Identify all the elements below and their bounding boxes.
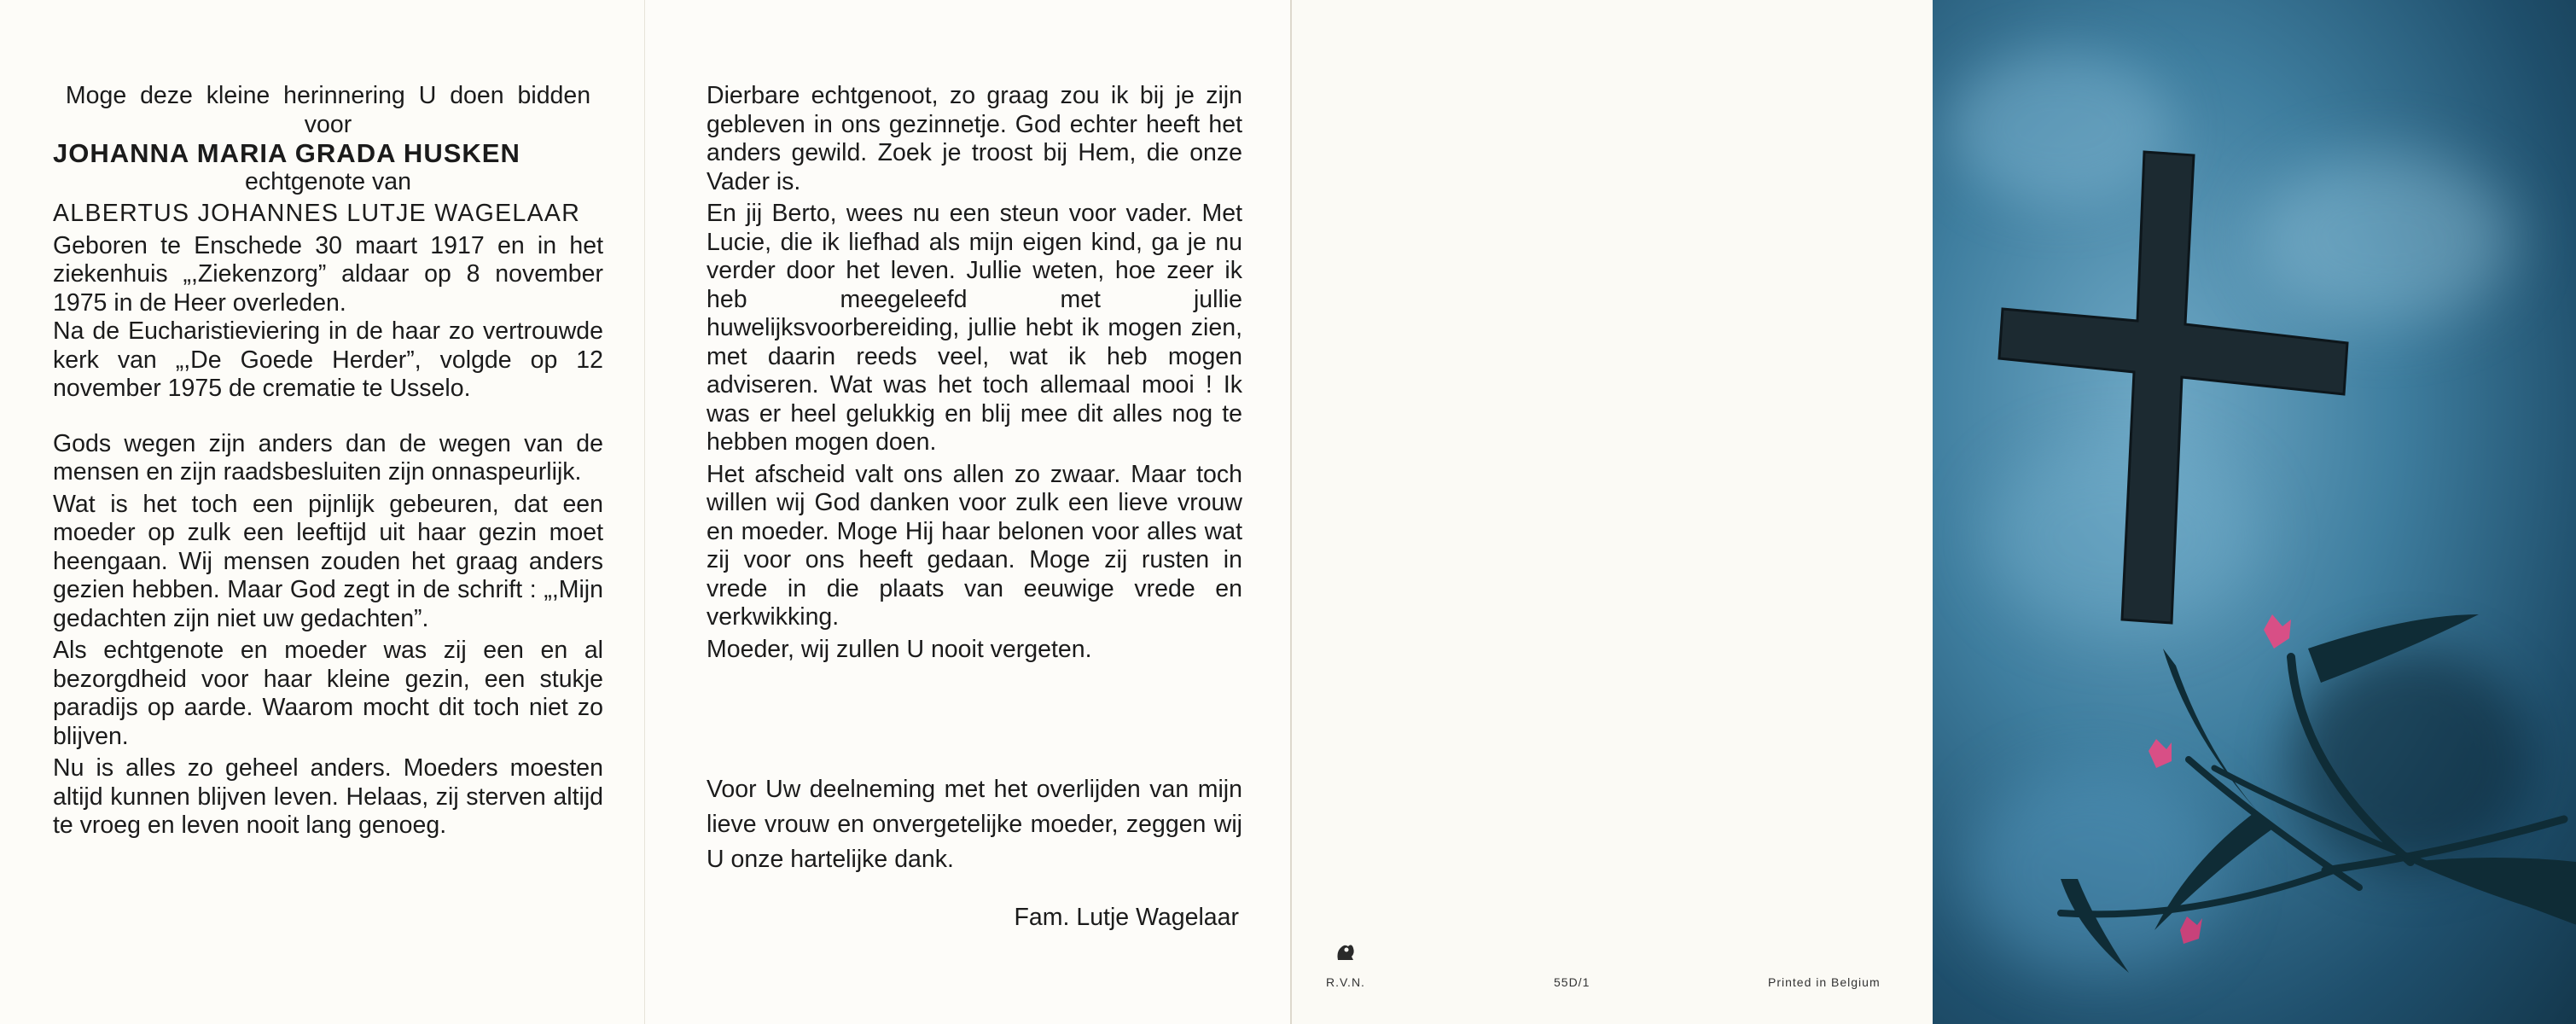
paragraph: Als echtgenote en moeder was zij een en al bezorgdheid voor haar kleine gezin, een stukje paradijs op aarde. Waarom mocht dit toch niet zo blijven.: [53, 637, 603, 750]
deceased-name: JOHANNA MARIA GRADA HUSKEN: [53, 138, 520, 168]
publisher-logo-icon: [1333, 940, 1358, 963]
thanks-text: Voor Uw deelneming met het overlijden van mijn lieve vrouw en onvergetelijke moeder, zeggen wij U onze hartelijke dank.: [707, 776, 1242, 873]
back-page: [1292, 0, 1933, 1024]
right-text-page: [645, 0, 1292, 1024]
cross-icon: [1999, 152, 2347, 623]
husband-name: ALBERTUS JOHANNES LUTJE WAGELAAR: [53, 200, 581, 227]
ceremony-text: Na de Eucharistieviering in de haar zo vertrouwde kerk van „,De Goede Herder”, volgde op 12 november 1975 de crematie te Usselo.: [53, 317, 603, 402]
left-text-column: [53, 82, 603, 841]
publisher-text: R.V.N.: [1326, 975, 1365, 989]
paragraph: Moeder, wij zullen U nooit vergeten.: [707, 635, 1092, 663]
paragraph: En jij Berto, wees nu een steun voor vader. Met Lucie, die ik liefhad als mijn eigen kind, ga je nu verder door het leven. Jullie weten, hoe zeer ik heb meegeleefd met jullie huwelijksvoorbereiding, jullie hebt ik mogen zien, met daarin reeds veel, wat ik heb mogen adviseren. Wat was het toch allemaal mooi ! Ik was er heel gelukkig en blij mee dit alles nog te hebben mogen doen.: [707, 200, 1242, 456]
cross-photo: [1933, 0, 2576, 1024]
right-text-column: [707, 82, 1242, 664]
left-text-page: [0, 0, 645, 1024]
paragraph: Nu is alles zo geheel anders. Moeders moesten altijd kunnen blijven leven. Helaas, zij sterven altijd te vroeg en leven nooit lang genoeg.: [53, 754, 603, 839]
relation-text: echtgenote van: [245, 167, 411, 195]
paragraph: Dierbare echtgenoot, zo graag zou ik bij je zijn gebleven in ons gezinnetje. God echter heeft het anders gewild. Zoek je troost bij Hem, die onze Vader is.: [707, 82, 1242, 195]
paragraph: Gods wegen zijn anders dan de wegen van de mensen en zijn raadsbesluiten zijn onnaspeurlijk.: [53, 429, 603, 486]
print-code: 55D/1: [1554, 975, 1590, 989]
paragraph: Wat is het toch een pijnlijk gebeuren, dat een moeder op zulk een leeftijd uit haar gezin moet heengaan. Wij mensen zouden het graag anders gezien hebben. Maar God zegt in de schrift : „,Mijn gedachten zijn niet uw gedachten”.: [53, 490, 603, 632]
intro-text: Moge deze kleine herinnering U doen bidden voor: [65, 82, 591, 138]
leaf-shapes: [2061, 614, 2576, 973]
thanks-block: [707, 772, 1242, 877]
cross-and-flowers: [1933, 0, 2576, 1024]
printed-in-text: Printed in Belgium: [1768, 975, 1881, 989]
family-signature: Fam. Lutje Wagelaar: [1014, 904, 1239, 931]
paragraph: Het afscheid valt ons allen zo zwaar. Maar toch willen wij God danken voor zulk een lieve vrouw en moeder. Moge Hij haar belonen voor alles wat zij voor ons heeft gedaan. Moge zij rusten in vrede in die plaats van eeuwige vrede en verkwikking.: [707, 460, 1242, 631]
biography-text: Geboren te Enschede 30 maart 1917 en in het ziekenhuis „,Ziekenzorg” aldaar op 8 november 1975 in de Heer overleden.: [53, 231, 603, 317]
